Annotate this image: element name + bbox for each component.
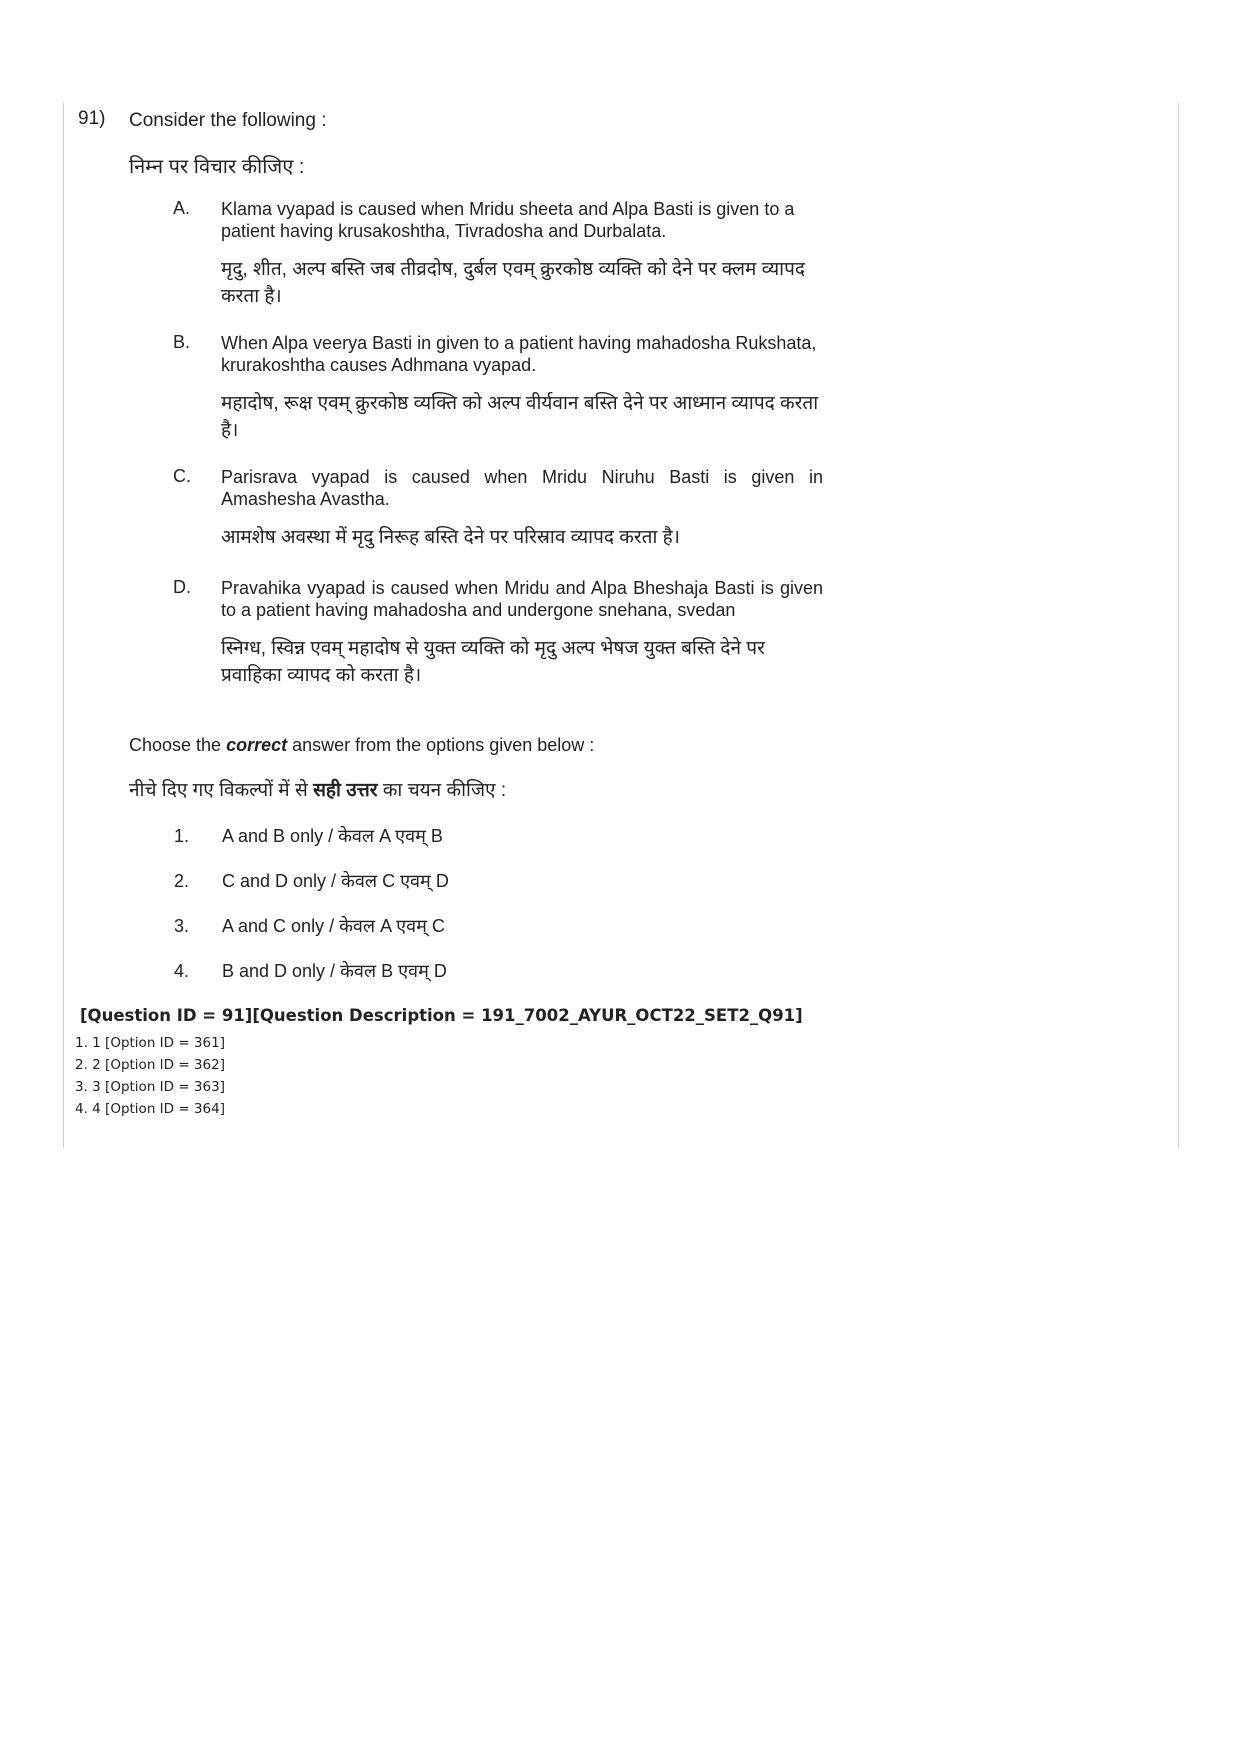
question-heading-en: Consider the following :: [129, 110, 327, 131]
choose-instruction-hi: [129, 776, 506, 802]
answer-option-1[interactable]: [174, 824, 443, 848]
option-text: C and D only / केवल C एवम् D: [222, 871, 449, 891]
answer-option-3[interactable]: [174, 914, 445, 938]
option-id-item: 2. 2 [Option ID = 362]: [75, 1057, 225, 1073]
choose-hi-suffix: का चयन कीजिए :: [377, 780, 507, 801]
statement-text-hi: आमशेष अवस्था में मृदु निरूह बस्ति देने पर परिस्राव व्यापद करता है।: [221, 527, 680, 548]
statement-text-en: When Alpa veerya Basti in given to a patient having mahadosha Rukshata, krurakoshtha causes Adhmana vyapad.: [221, 333, 817, 375]
choose-emphasis: correct: [226, 735, 288, 755]
option-number: 4.: [174, 961, 190, 981]
statement-text-hi: महादोष, रूक्ष एवम् क्रुरकोष्ठ व्यक्ति को अल्प वीर्यवान बस्ति देने पर आध्मान व्यापद करता है।: [221, 393, 819, 441]
option-number: 2.: [174, 871, 190, 891]
option-text: A and C only / केवल A एवम् C: [222, 916, 445, 936]
statement-a: [173, 198, 823, 310]
option-id-item: 1. 1 [Option ID = 361]: [75, 1035, 225, 1051]
question-number: 91): [78, 108, 106, 129]
statement-letter: C.: [173, 466, 191, 486]
option-text: A and B only / केवल A एवम् B: [222, 826, 443, 846]
right-border-line: [1178, 103, 1179, 1148]
statement-letter: A.: [173, 198, 191, 218]
statement-letter: B.: [173, 332, 191, 352]
option-id-item: 3. 3 [Option ID = 363]: [75, 1079, 225, 1095]
statement-d: [173, 577, 823, 689]
statement-c: [173, 466, 823, 551]
question-id-line: [Question ID = 91][Question Description = 191_7002_AYUR_OCT22_SET2_Q91]: [80, 1006, 803, 1025]
option-id-item: 4. 4 [Option ID = 364]: [75, 1101, 225, 1117]
answer-option-4[interactable]: [174, 959, 447, 983]
option-number: 3.: [174, 916, 190, 936]
option-number: 1.: [174, 826, 190, 846]
statement-text-en: Klama vyapad is caused when Mridu sheeta and Alpa Basti is given to a patient having krusakoshtha, Tivradosha and Durbalata.: [221, 199, 795, 241]
statement-b: [173, 332, 823, 444]
statement-text-hi: स्निग्ध, स्विन्न एवम् महादोष से युक्त व्यक्ति को मृदु अल्प भेषज युक्त बस्ति देने पर प्रवाहिका व्यापद को करता है।: [221, 638, 765, 686]
option-id-list: [75, 1032, 225, 1120]
choose-hi-prefix: नीचे दिए गए विकल्पों में से: [129, 780, 314, 801]
question-heading-hi: निम्न पर विचार कीजिए :: [129, 156, 305, 178]
answer-option-2[interactable]: [174, 869, 449, 893]
statement-letter: D.: [173, 577, 191, 597]
choose-prefix: Choose the: [129, 735, 227, 755]
statement-text-en: Parisrava vyapad is caused when Mridu Niruhu Basti is given in Amashesha Avastha.: [221, 467, 823, 509]
choose-hi-emphasis: सही उत्तर: [313, 780, 378, 801]
statement-text-hi: मृदु, शीत, अल्प बस्ति जब तीव्रदोष, दुर्बल एवम् क्रुरकोष्ठ व्यक्ति को देने पर क्लम व्यापद करता है।: [221, 259, 805, 307]
choose-instruction-en: [129, 735, 594, 756]
left-border-line: [63, 103, 64, 1148]
choose-suffix: answer from the options given below :: [287, 735, 595, 755]
option-text: B and D only / केवल B एवम् D: [222, 961, 447, 981]
statement-text-en: Pravahika vyapad is caused when Mridu and Alpa Bheshaja Basti is given to a patient having mahadosha and undergone snehana, svedan: [221, 578, 823, 620]
